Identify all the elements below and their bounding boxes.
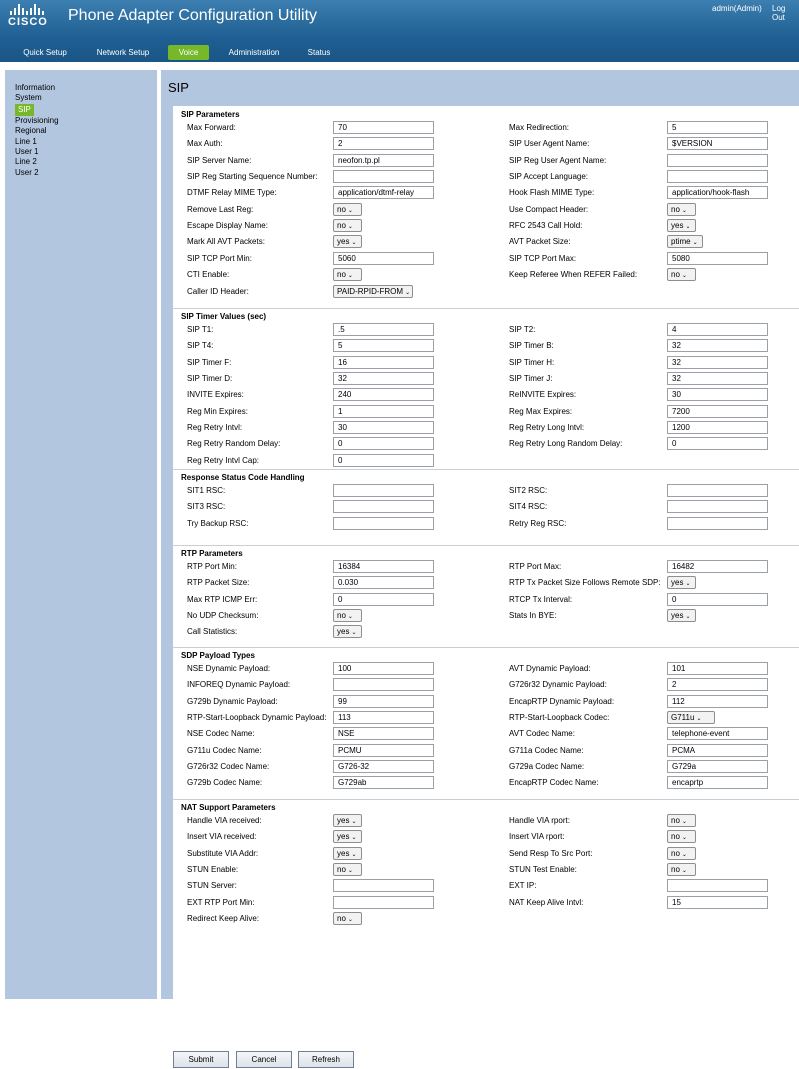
chevron-down-icon: ⌄	[681, 207, 687, 214]
chevron-down-icon: ⌄	[405, 289, 411, 296]
substitute-via-addr-select[interactable]	[333, 847, 362, 860]
label-reinvite-expires: ReINVITE Expires:	[509, 390, 577, 400]
header-bar	[0, 0, 799, 62]
section-title-sdp-payload-types: SDP Payload Types	[181, 651, 255, 660]
sidebar-item-provisioning[interactable]: Provisioning	[15, 115, 59, 125]
select-value: no	[671, 848, 680, 858]
label-sip-timer-b: SIP Timer B:	[509, 341, 554, 351]
chevron-down-icon: ⌄	[351, 240, 357, 247]
mark-all-avt-packets-select[interactable]	[333, 235, 362, 248]
chevron-down-icon: ⌄	[347, 614, 353, 621]
ext-rtp-port-min-input[interactable]	[333, 896, 434, 909]
sidebar-item-information[interactable]: Information	[15, 83, 56, 92]
sip-t4-input[interactable]: 5	[333, 339, 434, 352]
label-max-redirection: Max Redirection:	[509, 123, 570, 132]
header-gap	[0, 62, 799, 70]
label-sip-t1: SIP T1:	[187, 325, 214, 334]
app-title: Phone Adapter Configuration Utility	[68, 7, 318, 24]
section-divider	[173, 469, 799, 470]
invite-expires-input[interactable]: 240	[333, 388, 434, 401]
handle-via-rport-select[interactable]	[667, 814, 696, 827]
label-call-statistics: Call Statistics:	[187, 627, 238, 637]
section-divider	[173, 545, 799, 546]
sip-user-agent-name-input[interactable]: $VERSION	[667, 137, 768, 150]
content-area	[161, 70, 799, 1064]
label-stun-enable: STUN Enable:	[187, 865, 239, 875]
chevron-down-icon: ⌄	[351, 835, 357, 842]
label-rtp-packet-size: RTP Packet Size:	[187, 578, 250, 588]
label-encaprtp-codec-name: EncapRTP Codec Name:	[509, 778, 599, 788]
sidebar-item-user-1[interactable]: User 1	[15, 146, 39, 156]
inforeq-dynamic-payload-input[interactable]	[333, 678, 434, 691]
encaprtp-dynamic-payload-input[interactable]: 112	[667, 695, 768, 708]
select-value: G711u	[671, 713, 695, 723]
sit1-rsc-input[interactable]	[333, 484, 434, 497]
chevron-down-icon: ⌄	[347, 917, 353, 924]
sidebar-item-system[interactable]: System	[15, 93, 42, 103]
reg-retry-intvl-cap-input[interactable]: 0	[333, 454, 434, 467]
label-g726r32-codec-name: G726r32 Codec Name:	[187, 762, 270, 772]
label-no-udp-checksum: No UDP Checksum:	[187, 611, 259, 621]
label-sip-timer-h: SIP Timer H:	[509, 357, 555, 367]
g729a-codec-name-input[interactable]: G729a	[667, 760, 768, 773]
g729b-codec-name-input[interactable]: G729ab	[333, 776, 434, 789]
user-label: admin(Admin)	[712, 4, 762, 13]
section-title-rtp-parameters: RTP Parameters	[181, 549, 243, 558]
g711u-codec-name-input[interactable]: PCMU	[333, 744, 434, 757]
label-reg-min-expires: Reg Min Expires:	[187, 406, 248, 416]
select-value: yes	[337, 237, 350, 247]
chevron-down-icon: ⌄	[351, 819, 357, 825]
stun-test-enable-select[interactable]	[667, 863, 696, 876]
cti-enable-select[interactable]	[333, 268, 362, 281]
label-remove-last-reg: Remove Last Reg:	[187, 204, 254, 214]
max-redirection-input[interactable]: 5	[667, 121, 768, 134]
tab-status[interactable]: Status	[307, 48, 331, 57]
label-max-forward: Max Forward:	[187, 123, 236, 132]
reinvite-expires-input[interactable]: 30	[667, 388, 768, 401]
g711a-codec-name-input[interactable]: PCMA	[667, 744, 768, 757]
chevron-down-icon: ⌄	[347, 224, 353, 231]
select-value: yes	[337, 816, 350, 825]
label-sit4-rsc: SIT4 RSC:	[509, 502, 548, 512]
select-value: no	[671, 816, 680, 825]
reg-retry-long-random-delay-input[interactable]: 0	[667, 437, 768, 450]
label-sit1-rsc: SIT1 RSC:	[187, 486, 226, 495]
label-send-resp-to-src-port: Send Resp To Src Port:	[509, 848, 593, 858]
label-rtp-start-loopback-dynamic-payload: RTP-Start-Loopback Dynamic Payload:	[187, 713, 327, 723]
label-sip-timer-j: SIP Timer J:	[509, 374, 553, 384]
label-inforeq-dynamic-payload: INFOREQ Dynamic Payload:	[187, 680, 291, 690]
rtp-tx-packet-size-follows-remote-sdp-select[interactable]	[667, 576, 696, 589]
label-insert-via-rport: Insert VIA rport:	[509, 832, 565, 842]
max-forward-input[interactable]: 70	[333, 121, 434, 134]
label-sip-t4: SIP T4:	[187, 341, 214, 351]
sidebar-item-regional[interactable]: Regional	[15, 126, 47, 136]
sip-tcp-port-max-input[interactable]: 5080	[667, 252, 768, 265]
label-sit3-rsc: SIT3 RSC:	[187, 502, 226, 512]
label-reg-retry-long-random-delay: Reg Retry Long Random Delay:	[509, 439, 623, 449]
chevron-down-icon: ⌄	[347, 868, 353, 875]
label-stats-in-bye: Stats In BYE:	[509, 611, 557, 621]
chevron-down-icon: ⌄	[347, 207, 353, 214]
escape-display-name-select[interactable]	[333, 219, 362, 232]
sidebar-item-sip[interactable]: SIP	[15, 104, 34, 116]
label-handle-via-rport: Handle VIA rport:	[509, 816, 570, 825]
chevron-down-icon: ⌄	[692, 240, 698, 247]
tab-voice[interactable]: Voice	[168, 45, 209, 60]
ext-ip-input[interactable]	[667, 879, 768, 892]
reg-retry-long-intvl-input[interactable]: 1200	[667, 421, 768, 434]
label-stun-test-enable: STUN Test Enable:	[509, 865, 577, 875]
max-auth-input[interactable]: 2	[333, 137, 434, 150]
call-statistics-select[interactable]	[333, 625, 362, 638]
chevron-down-icon: ⌄	[696, 716, 702, 723]
reg-retry-intvl-input[interactable]: 30	[333, 421, 434, 434]
sip-timer-j-input[interactable]: 32	[667, 372, 768, 385]
label-retry-reg-rsc: Retry Reg RSC:	[509, 518, 567, 528]
select-value: no	[671, 832, 680, 842]
sip-t2-input[interactable]: 4	[667, 323, 768, 336]
select-value: no	[337, 611, 346, 621]
chevron-down-icon: ⌄	[681, 851, 687, 858]
sit4-rsc-input[interactable]	[667, 500, 768, 513]
label-sip-reg-user-agent-name: SIP Reg User Agent Name:	[509, 155, 607, 165]
label-g711a-codec-name: G711a Codec Name:	[509, 745, 584, 755]
sip-accept-language-input[interactable]	[667, 170, 768, 183]
refresh-button[interactable]: Refresh	[298, 1051, 354, 1068]
nat-keep-alive-intvl-input[interactable]: 15	[667, 896, 768, 909]
cancel-button[interactable]: Cancel	[236, 1051, 292, 1068]
label-cti-enable: CTI Enable:	[187, 270, 230, 280]
label-sip-reg-starting-sequence-number: SIP Reg Starting Sequence Number:	[187, 172, 318, 182]
chevron-down-icon: ⌄	[685, 581, 691, 588]
retry-reg-rsc-input[interactable]	[667, 517, 768, 530]
avt-packet-size-select[interactable]	[667, 235, 703, 248]
select-value: PAID-RPID-FROM	[337, 286, 404, 296]
select-value: yes	[337, 848, 350, 858]
select-value: no	[671, 270, 680, 280]
insert-via-received-select[interactable]	[333, 830, 362, 843]
caller-id-header-select[interactable]	[333, 285, 413, 298]
select-value: ptime	[671, 237, 691, 247]
label-reg-retry-intvl: Reg Retry Intvl:	[187, 423, 243, 433]
sidebar-item-line-1[interactable]: Line 1	[15, 136, 37, 146]
try-backup-rsc-input[interactable]	[333, 517, 434, 530]
label-redirect-keep-alive: Redirect Keep Alive:	[187, 914, 260, 924]
select-value: no	[337, 204, 346, 214]
label-keep-referee-when-refer-failed: Keep Referee When REFER Failed:	[509, 270, 638, 280]
select-value: yes	[337, 832, 350, 842]
sip-timer-f-input[interactable]: 16	[333, 356, 434, 369]
sip-timer-d-input[interactable]: 32	[333, 372, 434, 385]
avt-codec-name-input[interactable]: telephone-event	[667, 727, 768, 740]
label-reg-retry-long-intvl: Reg Retry Long Intvl:	[509, 423, 585, 433]
label-substitute-via-addr: Substitute VIA Addr:	[187, 848, 259, 858]
label-ext-rtp-port-min: EXT RTP Port Min:	[187, 897, 255, 907]
label-reg-retry-intvl-cap: Reg Retry Intvl Cap:	[187, 455, 260, 465]
label-ext-ip: EXT IP:	[509, 881, 537, 891]
nse-dynamic-payload-input[interactable]: 100	[333, 662, 434, 675]
use-compact-header-select[interactable]	[667, 203, 696, 216]
chevron-down-icon: ⌄	[685, 614, 691, 621]
chevron-down-icon: ⌄	[681, 273, 687, 280]
label-max-rtp-icmp-err: Max RTP ICMP Err:	[187, 594, 258, 604]
rtp-start-loopback-dynamic-payload-input[interactable]: 113	[333, 711, 434, 724]
label-sip-t2: SIP T2:	[509, 325, 536, 334]
label-sip-tcp-port-max: SIP TCP Port Max:	[509, 253, 577, 263]
sip-reg-starting-sequence-number-input[interactable]	[333, 170, 434, 183]
sidebar	[5, 70, 157, 999]
label-try-backup-rsc: Try Backup RSC:	[187, 518, 249, 528]
stun-server-input[interactable]	[333, 879, 434, 892]
nse-codec-name-input[interactable]: NSE	[333, 727, 434, 740]
sit3-rsc-input[interactable]	[333, 500, 434, 513]
label-sip-timer-d: SIP Timer D:	[187, 374, 233, 384]
label-rtp-port-max: RTP Port Max:	[509, 562, 562, 571]
label-encaprtp-dynamic-payload: EncapRTP Dynamic Payload:	[509, 696, 615, 706]
sit2-rsc-input[interactable]	[667, 484, 768, 497]
section-title-sip-timer-values-sec: SIP Timer Values (sec)	[181, 312, 267, 321]
label-rtp-start-loopback-codec: RTP-Start-Loopback Codec:	[509, 713, 610, 723]
g726r32-codec-name-input[interactable]: G726-32	[333, 760, 434, 773]
section-title-nat-support-parameters: NAT Support Parameters	[181, 803, 276, 812]
chevron-down-icon: ⌄	[347, 273, 353, 280]
label-hook-flash-mime-type: Hook Flash MIME Type:	[509, 188, 595, 198]
select-value: no	[337, 270, 346, 280]
label-sip-server-name: SIP Server Name:	[187, 155, 252, 165]
label-escape-display-name: Escape Display Name:	[187, 221, 268, 231]
section-divider	[173, 799, 799, 800]
chevron-down-icon: ⌄	[685, 224, 691, 231]
chevron-down-icon: ⌄	[681, 868, 687, 875]
insert-via-rport-select[interactable]	[667, 830, 696, 843]
label-avt-dynamic-payload: AVT Dynamic Payload:	[509, 664, 591, 673]
select-value: yes	[337, 627, 350, 637]
label-g726r32-dynamic-payload: G726r32 Dynamic Payload:	[509, 680, 607, 690]
label-rtp-port-min: RTP Port Min:	[187, 562, 237, 571]
stun-enable-select[interactable]	[333, 863, 362, 876]
section-divider	[173, 647, 799, 648]
rtp-start-loopback-codec-select[interactable]	[667, 711, 715, 724]
reg-max-expires-input[interactable]: 7200	[667, 405, 768, 418]
select-value: no	[671, 204, 680, 214]
chevron-down-icon: ⌄	[351, 630, 357, 637]
stats-in-bye-select[interactable]	[667, 609, 696, 622]
label-invite-expires: INVITE Expires:	[187, 390, 244, 400]
sip-tcp-port-min-input[interactable]: 5060	[333, 252, 434, 265]
no-udp-checksum-select[interactable]	[333, 609, 362, 622]
redirect-keep-alive-select[interactable]	[333, 912, 362, 925]
label-g729b-dynamic-payload: G729b Dynamic Payload:	[187, 696, 278, 706]
tab-network-setup[interactable]: Network Setup	[96, 48, 150, 57]
tab-administration[interactable]: Administration	[228, 48, 280, 57]
rfc-2543-call-hold-select[interactable]	[667, 219, 696, 232]
label-avt-codec-name: AVT Codec Name:	[509, 729, 575, 739]
label-insert-via-received: Insert VIA received:	[187, 832, 257, 842]
label-nse-dynamic-payload: NSE Dynamic Payload:	[187, 664, 271, 673]
label-rfc-2543-call-hold: RFC 2543 Call Hold:	[509, 221, 583, 231]
label-reg-retry-random-delay: Reg Retry Random Delay:	[187, 439, 281, 449]
label-g729a-codec-name: G729a Codec Name:	[509, 762, 585, 772]
rtcp-tx-interval-input[interactable]: 0	[667, 593, 768, 606]
avt-dynamic-payload-input[interactable]: 101	[667, 662, 768, 675]
encaprtp-codec-name-input[interactable]: encaprtp	[667, 776, 768, 789]
label-dtmf-relay-mime-type: DTMF Relay MIME Type:	[187, 188, 277, 198]
sip-timer-b-input[interactable]: 32	[667, 339, 768, 352]
remove-last-reg-select[interactable]	[333, 203, 362, 216]
tab-quick-setup[interactable]: Quick Setup	[23, 48, 67, 57]
sip-timer-h-input[interactable]: 32	[667, 356, 768, 369]
section-title-sip-parameters: SIP Parameters	[181, 110, 240, 119]
rtp-packet-size-input[interactable]: 0.030	[333, 576, 434, 589]
label-sip-accept-language: SIP Accept Language:	[509, 172, 589, 182]
cisco-logo	[8, 4, 54, 30]
reg-retry-random-delay-input[interactable]: 0	[333, 437, 434, 450]
chevron-down-icon: ⌄	[681, 835, 687, 842]
label-g729b-codec-name: G729b Codec Name:	[187, 778, 263, 788]
logo-text: CISCO	[8, 16, 48, 28]
sip-reg-user-agent-name-input[interactable]	[667, 154, 768, 167]
label-mark-all-avt-packets: Mark All AVT Packets:	[187, 237, 265, 247]
section-title-response-status-code-handling: Response Status Code Handling	[181, 473, 305, 482]
label-nse-codec-name: NSE Codec Name:	[187, 729, 255, 739]
sip-t1-input[interactable]: .5	[333, 323, 434, 336]
select-value: yes	[671, 611, 684, 621]
button-bar	[161, 1043, 799, 1069]
keep-referee-when-refer-failed-select[interactable]	[667, 268, 696, 281]
send-resp-to-src-port-select[interactable]	[667, 847, 696, 860]
label-avt-packet-size: AVT Packet Size:	[509, 237, 571, 247]
label-sit2-rsc: SIT2 RSC:	[509, 486, 548, 495]
g729b-dynamic-payload-input[interactable]: 99	[333, 695, 434, 708]
logout-link[interactable]: Log Out	[772, 4, 786, 22]
main-nav	[0, 44, 799, 61]
select-value: no	[337, 221, 346, 231]
label-rtp-tx-packet-size-follows-remote-sdp: RTP Tx Packet Size Follows Remote SDP:	[509, 578, 661, 588]
sidebar-item-line-2[interactable]: Line 2	[15, 157, 37, 167]
label-caller-id-header: Caller ID Header:	[187, 286, 249, 296]
label-use-compact-header: Use Compact Header:	[509, 204, 589, 214]
chevron-down-icon: ⌄	[681, 819, 687, 825]
submit-button[interactable]: Submit	[173, 1051, 229, 1068]
label-sip-timer-f: SIP Timer F:	[187, 357, 232, 367]
sidebar-item-user-2[interactable]: User 2	[15, 167, 39, 177]
rtp-port-max-input[interactable]: 16482	[667, 560, 768, 573]
hook-flash-mime-type-input[interactable]: application/hook-flash	[667, 186, 768, 199]
chevron-down-icon: ⌄	[351, 851, 357, 858]
handle-via-received-select[interactable]	[333, 814, 362, 827]
dtmf-relay-mime-type-input[interactable]: application/dtmf-relay	[333, 186, 434, 199]
label-reg-max-expires: Reg Max Expires:	[509, 406, 573, 416]
select-value: no	[671, 865, 680, 875]
label-handle-via-received: Handle VIA received:	[187, 816, 262, 825]
rtp-port-min-input[interactable]: 16384	[333, 560, 434, 573]
sip-server-name-input[interactable]: neofon.tp.pl	[333, 154, 434, 167]
g726r32-dynamic-payload-input[interactable]: 2	[667, 678, 768, 691]
label-nat-keep-alive-intvl: NAT Keep Alive Intvl:	[509, 897, 584, 907]
reg-min-expires-input[interactable]: 1	[333, 405, 434, 418]
select-value: no	[337, 865, 346, 875]
label-sip-user-agent-name: SIP User Agent Name:	[509, 139, 590, 149]
page-title: SIP	[168, 80, 189, 95]
section-divider	[173, 308, 799, 309]
select-value: yes	[671, 221, 684, 231]
select-value: no	[337, 914, 346, 924]
label-rtcp-tx-interval: RTCP Tx Interval:	[509, 594, 573, 604]
label-stun-server: STUN Server:	[187, 881, 237, 891]
max-rtp-icmp-err-input[interactable]: 0	[333, 593, 434, 606]
settings-panel	[173, 106, 799, 1043]
label-sip-tcp-port-min: SIP TCP Port Min:	[187, 253, 252, 263]
select-value: yes	[671, 578, 684, 588]
label-max-auth: Max Auth:	[187, 139, 223, 149]
label-g711u-codec-name: G711u Codec Name:	[187, 745, 262, 755]
